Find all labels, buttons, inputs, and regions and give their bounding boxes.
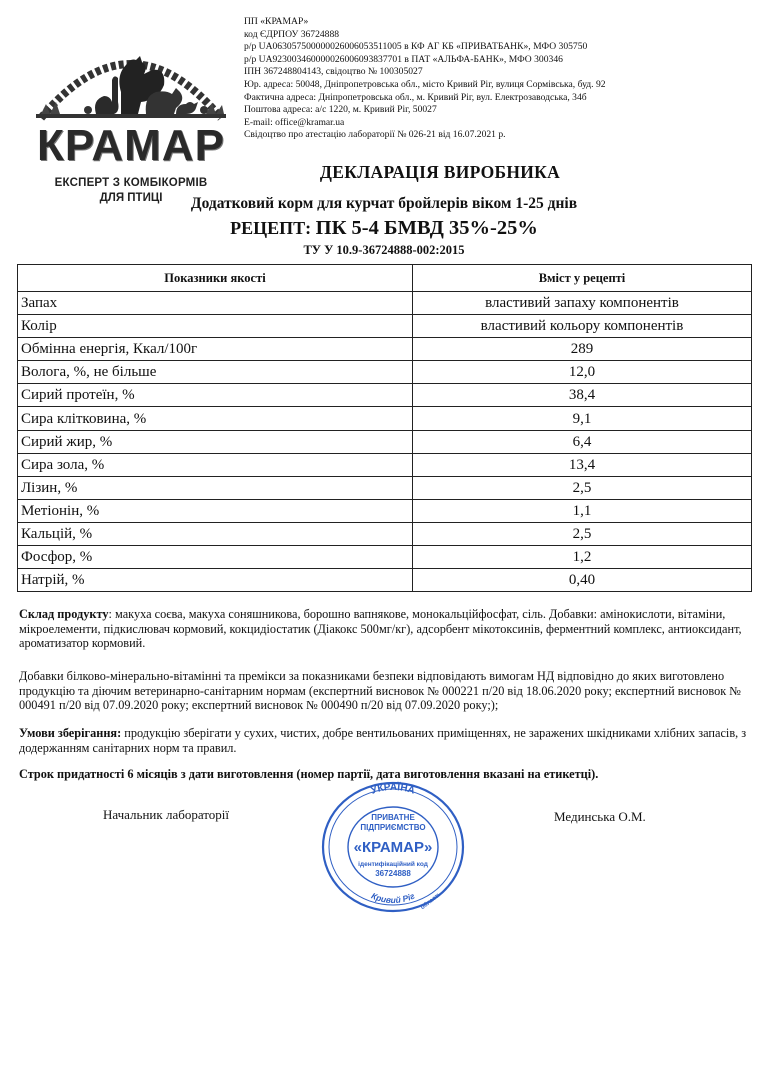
storage-paragraph: [19, 726, 749, 755]
table-row: [18, 430, 752, 453]
company-info-line: ПП «КРАМАР»: [244, 16, 309, 27]
indicator-value: 2,5: [413, 522, 752, 545]
svg-text:УКРАЇНА: [370, 780, 417, 797]
company-info-line: E-mail: office@kramar.ua: [244, 116, 345, 128]
column-header: Показники якості: [18, 265, 413, 292]
indicator-name: Кальцій, %: [18, 522, 413, 545]
indicator-name: Натрій, %: [18, 569, 413, 592]
indicator-name: Волога, %, не більше: [18, 361, 413, 384]
table-row: [18, 407, 752, 430]
composition-label: Склад продукту: [19, 607, 109, 621]
indicator-value: властивий кольору компонентів: [413, 315, 752, 338]
indicator-value: 6,4: [413, 430, 752, 453]
indicator-name: Колір: [18, 315, 413, 338]
table-row: [18, 292, 752, 315]
composition-paragraph: [19, 607, 749, 651]
indicator-name: Сира зола, %: [18, 453, 413, 476]
table-row: [18, 384, 752, 407]
recipe-label: РЕЦЕПТ:: [230, 218, 312, 238]
storage-label: Умови зберігання:: [19, 726, 122, 740]
recipe-line: [0, 217, 768, 240]
safety-paragraph: Добавки білково-мінерально-вітамінні та премікси за показниками безпеки відповідають вимогам НД відповідно до яких виготовлено продукцію та діючим ветеринарно-санітарним нормам (експертний висновок № 000221 п/20 від 18.06.2020 року; експертний висновок № 000491 п/20 від 07.09.2020 року; експертний висновок № 000490 п/20 від 07.09.2020 року;);: [19, 669, 741, 712]
stamp-company: «КРАМАР»: [353, 839, 433, 856]
indicator-value: 9,1: [413, 407, 752, 430]
stamp-code: 36724888: [375, 869, 411, 878]
logo-wordmark: КРАМАР: [37, 121, 225, 170]
company-info-line: Поштова адреса: а/с 1220, м. Кривий Ріг, 50027: [244, 104, 437, 116]
quality-table: [17, 264, 752, 592]
indicator-name: Фосфор, %: [18, 546, 413, 569]
table-row: [18, 476, 752, 499]
company-info-line: Свідоцтво про атестацію лабораторії № 026-21 від 16.07.2021 р.: [244, 129, 506, 141]
composition-text: : макуха соєва, макуха соняшникова, борошно вапнякове, монокальційфосфат, сіль. Добавки: амінокислоти, вітаміни, мікроелементи, підкислювач кормовий, кокцидіостатик (Діакокс 500мг/кг), адсорбент мікотоксинів, ферментний комплекс, антиоксидант, ароматизатор кормовий.: [19, 607, 742, 650]
indicator-name: Обмінна енергія, Ккал/100г: [18, 338, 413, 361]
company-info-line: Фактична адреса: Дніпропетровська обл., м. Кривий Ріг, вул. Електрозаводська, 34б: [244, 91, 587, 103]
logo-emblem-icon: [26, 30, 236, 125]
storage-text: продукцію зберігати у сухих, чистих, добре вентильованих приміщеннях, не заражених шкідниками хлібних запасів, з додержанням санітарних норм та правил.: [19, 726, 747, 755]
table-row: [18, 315, 752, 338]
indicator-value: 38,4: [413, 384, 752, 407]
document-heading: ДЕКЛАРАЦІЯ ВИРОБНИКА: [319, 162, 561, 182]
stamp-country: УКРАЇНА: [369, 781, 417, 797]
indicator-value: 2,5: [413, 476, 752, 499]
column-header: Вміст у рецепті: [413, 265, 752, 292]
table-row: [18, 522, 752, 545]
table-row: [18, 569, 752, 592]
standard-code: ТУ У 10.9-36724888-002:2015: [303, 243, 465, 257]
stamp-city: Кривий Ріг: [369, 890, 417, 906]
signatory-name: Мединська О.М.: [554, 809, 646, 824]
logo-tagline-2: ДЛЯ ПТИЦІ: [99, 192, 163, 204]
stamp-line-1: ПРИВАТНЕ: [371, 813, 415, 822]
table-header-row: [18, 265, 752, 292]
stamp-code-label: ідентифікаційний код: [358, 861, 428, 868]
signatory-position: Начальник лабораторії: [103, 807, 229, 822]
company-info-line: код ЄДРПОУ 36724888: [244, 28, 340, 40]
indicator-name: Запах: [18, 292, 413, 315]
product-subtitle: Додатковий корм для курчат бройлерів віком 1-25 днів: [190, 195, 578, 212]
indicator-value: 1,1: [413, 499, 752, 522]
company-info-line: ІПН 367248804143, свідоцтво № 100305027: [244, 66, 423, 78]
indicator-value: 12,0: [413, 361, 752, 384]
indicator-name: Сирий жир, %: [18, 430, 413, 453]
company-info-line: р/р UA923003460000026006093837701 в ПАТ «АЛЬФА-БАНК», МФО 300346: [244, 53, 563, 65]
indicator-name: Сирий протеїн, %: [18, 384, 413, 407]
indicator-value: властивий запаху компонентів: [413, 292, 752, 315]
company-info-line: р/р UA063057500000026006053511005 в КФ АГ КБ «ПРИВАТБАНК», МФО 305750: [244, 41, 588, 53]
company-info-line: Юр. адреса: 50048, Дніпропетровська обл., місто Кривий Ріг, вулиця Сормівська, буд. 92: [244, 78, 606, 90]
stamp-line-2: ПІДПРИЄМСТВО: [360, 823, 426, 832]
recipe-code: ПК 5-4 БМВД 35%-25%: [315, 217, 538, 239]
shelf-life-paragraph: Строк придатності 6 місяців з дати виготовлення (номер партії, дата виготовлення вказані на етикетці).: [19, 767, 599, 781]
indicator-value: 0,40: [413, 569, 752, 592]
table-row: [18, 361, 752, 384]
table-row: [18, 453, 752, 476]
company-requisites: [244, 16, 744, 142]
logo-tagline: ЕКСПЕРТ З КОМБІКОРМІВ: [54, 177, 208, 189]
table-row: [18, 338, 752, 361]
indicator-value: 13,4: [413, 453, 752, 476]
indicator-name: Лізин, %: [18, 476, 413, 499]
indicator-value: 1,2: [413, 546, 752, 569]
company-stamp-icon: [314, 778, 472, 916]
indicator-name: Метіонін, %: [18, 499, 413, 522]
table-row: [18, 546, 752, 569]
indicator-name: Сира клітковина, %: [18, 407, 413, 430]
indicator-value: 289: [413, 338, 752, 361]
table-row: [18, 499, 752, 522]
stamp-region: область: [419, 891, 443, 912]
